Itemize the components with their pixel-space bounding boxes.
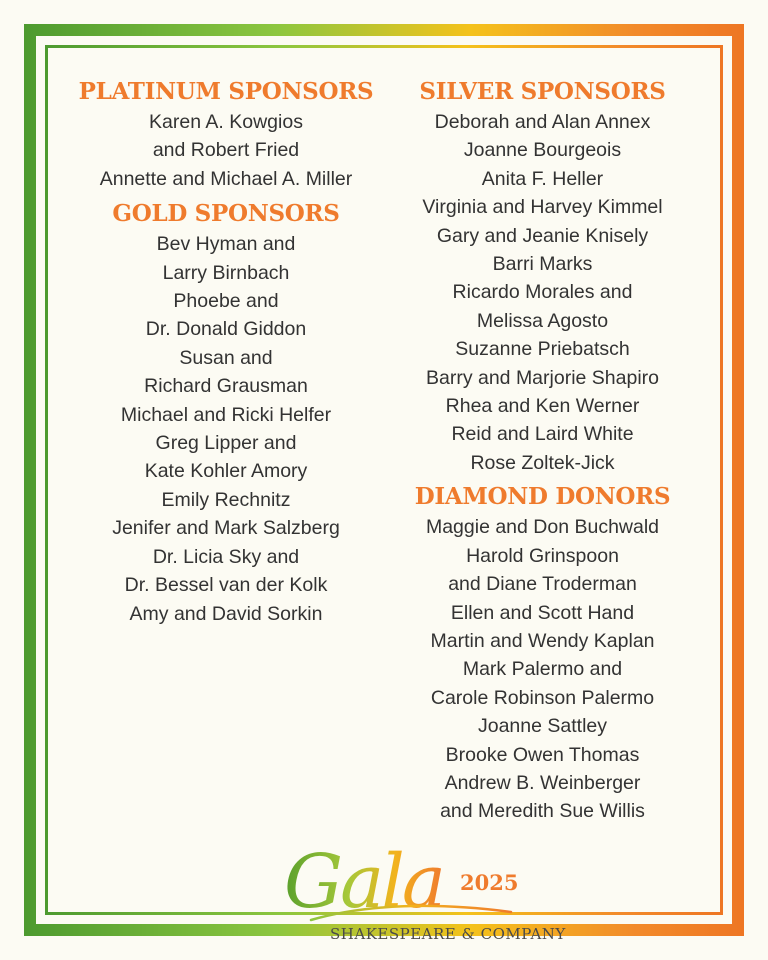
- sponsor-name: Gary and Jeanie Knisely: [436, 224, 649, 247]
- sponsor-name: Virginia and Harvey Kimmel: [422, 196, 663, 219]
- sponsor-name: Michael and Ricki Helfer: [120, 403, 332, 426]
- sponsor-name: and Robert Fried: [152, 139, 300, 162]
- sponsor-name: Dr. Donald Giddon: [145, 318, 307, 341]
- sponsor-name: Greg Lipper and: [155, 432, 297, 455]
- sponsor-name: Dr. Bessel van der Kolk: [124, 574, 328, 597]
- sponsor-name: Bev Hyman and: [156, 233, 296, 256]
- donor-name: Andrew B. Weinberger: [444, 771, 641, 794]
- sponsor-name: Jenifer and Mark Salzberg: [112, 517, 340, 540]
- gold-list: [56, 230, 396, 628]
- logo-company: SHAKESPEARE & COMPANY: [330, 925, 566, 943]
- sponsor-name: Reid and Laird White: [451, 423, 634, 446]
- sponsor-name: Dr. Licia Sky and: [152, 545, 300, 568]
- sponsor-name: Larry Birnbach: [162, 261, 290, 284]
- gold-heading: GOLD SPONSORS: [112, 200, 340, 228]
- sponsor-name: Karen A. Kowgios: [149, 111, 303, 133]
- sponsor-name: Deborah and Alan Annex: [434, 111, 651, 133]
- donor-name: Maggie and Don Buchwald: [425, 516, 660, 539]
- logo-swash-icon: [306, 898, 516, 928]
- sponsor-name: Annette and Michael A. Miller: [99, 167, 353, 190]
- right-column: [385, 76, 700, 826]
- donor-name: and Meredith Sue Willis: [440, 800, 645, 823]
- sponsor-name: Rhea and Ken Werner: [445, 395, 640, 418]
- donor-name: and Diane Troderman: [448, 573, 637, 596]
- silver-list: [385, 108, 700, 477]
- gala-logo: [276, 832, 566, 952]
- diamond-list: [385, 513, 700, 825]
- platinum-list: [56, 108, 396, 193]
- platinum-heading: PLATINUM SPONSORS: [78, 78, 374, 105]
- donor-name: Joanne Sattley: [477, 715, 607, 738]
- logo-wordmark: Gala: [284, 839, 444, 925]
- donor-name: Brooke Owen Thomas: [445, 743, 640, 766]
- logo-year: 2025: [460, 870, 519, 895]
- diamond-heading: DIAMOND DONORS: [414, 483, 671, 511]
- sponsor-name: Barry and Marjorie Shapiro: [425, 366, 660, 389]
- sponsor-name: Phoebe and: [173, 290, 279, 313]
- left-column: [56, 76, 396, 628]
- sponsor-name: Melissa Agosto: [476, 309, 609, 332]
- sponsor-name: Suzanne Priebatsch: [455, 338, 630, 361]
- donor-name: Harold Grinspoon: [466, 544, 619, 567]
- sponsor-name: Ricardo Morales and: [452, 281, 633, 304]
- sponsor-name: Amy and David Sorkin: [129, 602, 323, 625]
- sponsor-name: Barri Marks: [492, 253, 593, 276]
- sponsor-name: Richard Grausman: [144, 375, 308, 398]
- silver-heading: SILVER SPONSORS: [419, 78, 666, 105]
- donor-name: Martin and Wendy Kaplan: [430, 629, 655, 652]
- donor-name: Mark Palermo and: [462, 658, 623, 681]
- sponsor-name: Kate Kohler Amory: [144, 460, 308, 483]
- donor-name: Carole Robinson Palermo: [430, 686, 655, 709]
- sponsor-name: Anita F. Heller: [481, 167, 604, 190]
- sponsor-name: Emily Rechnitz: [161, 488, 291, 511]
- sponsor-name: Susan and: [179, 346, 273, 369]
- sponsor-name: Joanne Bourgeois: [463, 139, 622, 162]
- donor-name: Ellen and Scott Hand: [450, 601, 635, 624]
- sponsor-name: Rose Zoltek-Jick: [470, 451, 615, 474]
